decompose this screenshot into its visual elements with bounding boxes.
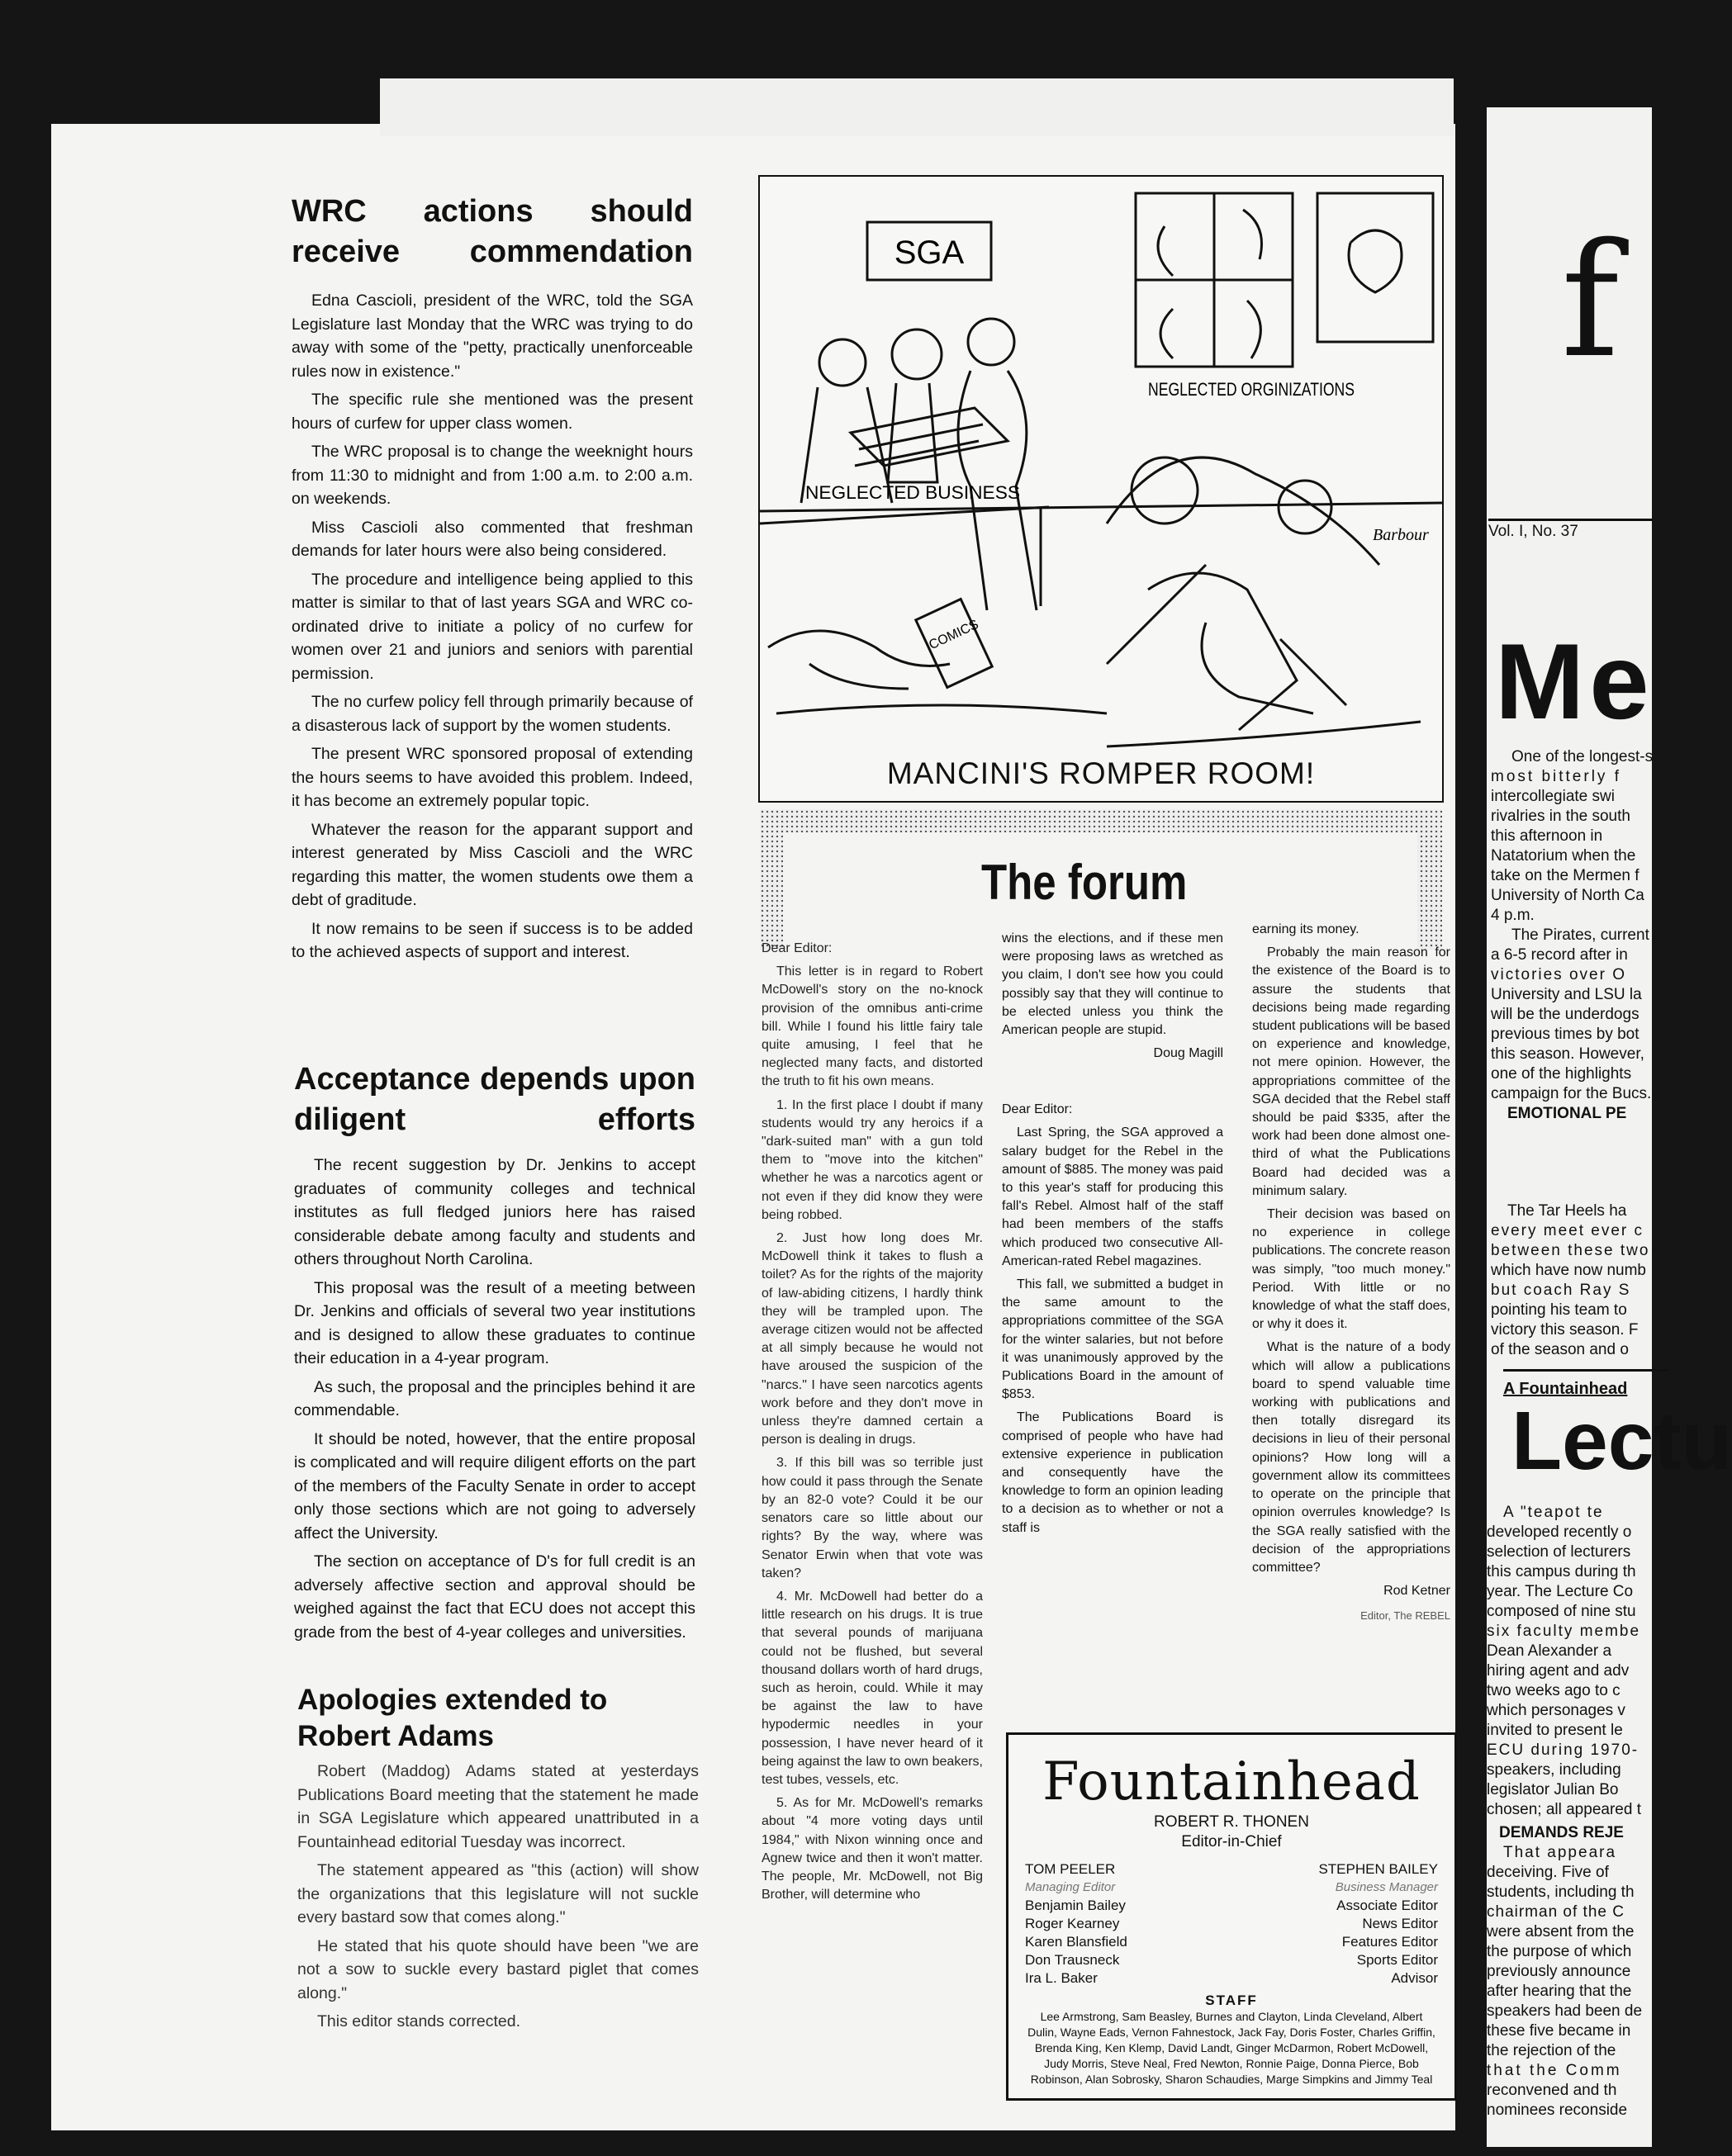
- floor-lines: [776, 705, 1421, 746]
- adjacent-line: two weeks ago to c: [1487, 1682, 1620, 1699]
- role-name: Karen Blansfield: [1025, 1934, 1127, 1950]
- letter-paragraph: 3. If this bill was so terrible just how could it pass through the Senate by an 82-0 vote? Could it be our senators care so little about our rights? By the way, where was Senator Erwin when that vote was taken?: [762, 1456, 983, 1580]
- adjacent-line: a 6-5 record after in: [1491, 946, 1628, 964]
- adjacent-line: this afternoon in: [1491, 827, 1603, 845]
- forum-title: The forum: [981, 855, 1188, 910]
- wall-frame: [1317, 193, 1433, 342]
- adjacent-line: one of the highlights: [1491, 1065, 1632, 1083]
- adjacent-line: year. The Lecture Co: [1487, 1583, 1634, 1600]
- article-paragraph: Edna Cascioli, president of the WRC, told the SGA Legislature last Monday that the WRC was trying to do away with some of the "petty, practically unenforceable rules now in existence.": [292, 291, 693, 381]
- forum-column-2: [1002, 930, 1223, 1542]
- figure-head-1: [819, 339, 866, 386]
- article-paragraph: Whatever the reason for the apparant support and interest generated by Miss Cascioli and the WRC regarding this matter, the women students owe them a debt of graditude.: [292, 820, 693, 909]
- adjacent-line: chairman of the C: [1487, 1903, 1625, 1921]
- editorial-column: [292, 192, 693, 969]
- figure-head-2: [892, 329, 942, 379]
- child-figure: [768, 631, 950, 689]
- adjacent-line: will be the underdogs: [1491, 1006, 1639, 1023]
- adjacent-line: deceiving. Five of: [1487, 1864, 1609, 1881]
- adjacent-line: 4 p.m.: [1491, 907, 1535, 924]
- masthead-role-row: [1008, 1897, 1454, 1915]
- article-paragraph: It now remains to be seen if success is to be added to the achieved aspects of support and interest.: [292, 919, 693, 961]
- article-wrc: [292, 289, 693, 964]
- article-paragraph: This editor stands corrected.: [317, 2012, 521, 2030]
- adjacent-line: previous times by bot: [1491, 1026, 1639, 1043]
- adjacent-line: A "teapot te: [1503, 1504, 1604, 1521]
- adjacent-line: nominees reconside: [1487, 2102, 1628, 2119]
- sga-sign-text: SGA: [894, 235, 965, 271]
- editorial-column-3: [297, 1682, 699, 2039]
- adjacent-line: pointing his team to: [1491, 1301, 1627, 1319]
- headline-wrc: WRC actions should receive commendation: [292, 194, 693, 269]
- editor-name: ROBERT R. THONEN: [1154, 1813, 1309, 1831]
- adjacent-line: but coach Ray S: [1491, 1282, 1631, 1299]
- role-name: Ira L. Baker: [1025, 1970, 1098, 1986]
- cartoon-caption: MANCINI'S ROMPER ROOM!: [886, 756, 1316, 790]
- adjacent-line: The Pirates, current: [1511, 926, 1649, 944]
- staff-names: Lee Armstrong, Sam Beasley, Burnes and Clayton, Linda Cleveland, Albert Dulin, Wayne Eads, Vernon Fahnestock, Jack Fay, Doris Foster, Charles Griffin, Brenda King, Ken Klemp, David Landt, Ginger McDarmon, Robert McDowell, Judy Morris, Steve Neal, Fred Newton, Ronnie Paige, Donna Pierce, Bob Robinson, Alan Sobrosky, Sharon Schaudies, Marge Simpkins and Jimmy Teal: [1027, 2010, 1435, 2086]
- role-title: News Editor: [1362, 1916, 1438, 1931]
- article-paragraph: The present WRC sponsored proposal of extending the hours seems to have avoided this problem. Indeed, it has become an extremely popular topic.: [292, 745, 693, 810]
- business-manager-title: Business Manager: [1335, 1880, 1438, 1894]
- letter-signature-title: Editor, The REBEL: [1360, 1609, 1450, 1623]
- managing-editor-title: Managing Editor: [1025, 1880, 1116, 1894]
- adjacent-line: composed of nine stu: [1487, 1603, 1636, 1620]
- editorial-cartoon: [758, 175, 1444, 803]
- adjacent-line: that the Comm: [1487, 2062, 1622, 2079]
- letter-paragraph: 5. As for Mr. McDowell's remarks about "4 more voting days until 1984," with Nixon winning once and Agnew twice and then it won't matter. The people, Mr. McDowell, not Big Brother, will determine who: [762, 1796, 983, 1902]
- adjacent-line: hiring agent and adv: [1487, 1662, 1630, 1680]
- masthead-role-row: [1008, 1933, 1454, 1951]
- article-paragraph: He stated that his quote should have been "we are not a sow to suckle every bastard piglet that comes along.": [297, 1936, 699, 2002]
- adjacent-line: every meet ever c: [1491, 1222, 1644, 1239]
- adjacent-line: these five became in: [1487, 2022, 1631, 2040]
- figure-body-2: [888, 383, 937, 482]
- adjacent-line: were absent from the: [1487, 1923, 1635, 1940]
- adjacent-page: [1487, 107, 1732, 2147]
- editorial-column-2: [294, 1059, 695, 1649]
- adjacent-line: between these two: [1491, 1242, 1650, 1259]
- desk: [760, 507, 1049, 606]
- adjacent-line: The Tar Heels ha: [1507, 1202, 1627, 1220]
- letter-paragraph: earning its money.: [1252, 922, 1360, 936]
- adjacent-line: this campus during th: [1487, 1563, 1636, 1580]
- adjacent-line: the purpose of which: [1487, 1943, 1632, 1960]
- letter-salutation: Dear Editor:: [762, 941, 833, 955]
- letter-paragraph: Their decision was based on no experience in college publications. The concrete reason was simply, "too much money." Period. With little or no knowledge of what the staff does, or why it does it.: [1252, 1207, 1450, 1332]
- adjacent-line: students, including th: [1487, 1884, 1635, 1901]
- adjacent-line: of the season and o: [1491, 1341, 1629, 1358]
- letter-signature: Rod Ketner: [1383, 1584, 1450, 1599]
- letter-signature: Doug Magill: [1153, 1046, 1223, 1061]
- adjacent-line: victory this season. F: [1491, 1321, 1639, 1339]
- adjacent-vol: Vol. I, No. 37: [1488, 519, 1654, 541]
- headline-acceptance: Acceptance depends upon diligent efforts: [294, 1062, 695, 1137]
- adjacent-line: the rejection of the: [1487, 2042, 1616, 2059]
- label-neglected-business: NEGLECTED BUSINESS: [805, 482, 1020, 503]
- forum-column-3: [1252, 921, 1450, 1632]
- headline-apologies: Apologies extended to Robert Adams: [297, 1684, 608, 1752]
- window-faces: [1158, 210, 1262, 358]
- adjacent-line: speakers, including: [1487, 1761, 1621, 1779]
- article-paragraph: As such, the proposal and the principles behind it are commendable.: [294, 1377, 695, 1419]
- managing-editor-name: TOM PEELER: [1025, 1861, 1116, 1877]
- adjacent-line: six faculty membe: [1487, 1623, 1641, 1640]
- letter-paragraph: 4. Mr. McDowell had better do a little research on his drugs. It is true that several pounds of marijuana could not be flushed, but several thousand dollars worth of hard drugs, such as heroin, could. While it may be against the law to have hypodermic needles in your possession, I have never heard of it being against the law to own beakers, test tubes, vessels, etc.: [762, 1589, 983, 1787]
- framed-face: [1349, 230, 1402, 292]
- letter-paragraph: Probably the main reason for the existence of the Board is to assure the students that decisions being made regarding student publications will be based on experience and knowledge, not mere opinion. However, the appropriations committee of the SGA decided that the Rebel staff should be paid $335, after the work had been done almost one-third of what the Publications Board had decided was a minimum salary.: [1252, 945, 1450, 1198]
- forum-column-1: [762, 940, 983, 1909]
- adjacent-line: reconvened and th: [1487, 2082, 1617, 2099]
- letter-salutation: Dear Editor:: [1002, 1102, 1073, 1117]
- page-top-edge: [380, 78, 1454, 136]
- letter-paragraph: This letter is in regard to Robert McDowell's story on the no-knock provision of the omnibus anti-crime bill. While I found his little fairy tale quite amusing, I feel that he neglected many facts, and distorted the truth to fit his own means.: [762, 964, 983, 1089]
- adjacent-line: victories over O: [1491, 966, 1626, 983]
- article-paragraph: The procedure and intelligence being applied to this matter is similar to that of last years SGA and WRC co-ordinated drive to initiate a policy of no curfew for women over 21 and juniors and seniors with parential permission.: [292, 570, 693, 683]
- masthead-title: Fountainhead: [1042, 1751, 1421, 1812]
- adjacent-line: rivalries in the south: [1491, 808, 1630, 825]
- label-comics: COMICS: [927, 617, 981, 653]
- article-acceptance: [294, 1154, 695, 1644]
- article-paragraph: This proposal was the result of a meeting between Dr. Jenkins and officials of several two year institutions and is designed to allow these graduates to continue their education in a 4-year program.: [294, 1278, 695, 1367]
- letter-paragraph: Last Spring, the SGA approved a salary budget for the Rebel in the amount of $885. The money was paid to this year's staff for producing this fall's Rebel. Almost half of the staff had been members of the staffs which produced two consecutive All-American-rated Rebel magazines.: [1002, 1125, 1223, 1268]
- article-paragraph: The WRC proposal is to change the weeknight hours from 11:30 to midnight and from 1:00 a.m. to 2:00 a.m. on weekends.: [292, 443, 693, 508]
- letter-paragraph: 2. Just how long does Mr. McDowell think it takes to flush a toilet? As for the rights of the majority of law-abiding citizens, I hardly think they will be trampled upon. The average citizen would not be affected at all simply because he would not have aroused the suspicion of the "narcs." I have seen narcotics agents work before and they don't move in unless they're damned certain a person is dealing in drugs.: [762, 1231, 983, 1448]
- adjacent-line: selection of lecturers: [1487, 1543, 1631, 1561]
- article-paragraph: Robert (Maddog) Adams stated at yesterdays Publications Board meeting that the statement he made in SGA Legislature which appeared unattributed in a Fountainhead editorial Tuesday was incorrect.: [297, 1762, 699, 1851]
- adjacent-subhead: DEMANDS REJE: [1499, 1824, 1624, 1841]
- figure-head-3: [968, 319, 1014, 365]
- adjacent-headline: Me: [1495, 621, 1654, 742]
- article-paragraph: The section on acceptance of D's for full credit is an adversely affective section and approval should be weighed against the fact that ECU does not accept this grade from the best of 4-year colleges and universities.: [294, 1552, 695, 1642]
- letter-paragraph: This fall, we submitted a budget in the same amount to the appropriations committee of the SGA for the winter salaries, but not before it was unanimously approved by the Publications Board in the amount of $853.: [1002, 1277, 1223, 1402]
- role-name: Benjamin Bailey: [1025, 1898, 1126, 1913]
- article-paragraph: The no curfew policy fell through primarily because of a disasterous lack of support by the women students.: [292, 693, 693, 735]
- masthead-box: [1006, 1732, 1457, 2101]
- adjacent-line: which have now numb: [1491, 1262, 1646, 1279]
- adjacent-line: intercollegiate swi: [1491, 788, 1615, 805]
- adjacent-line: invited to present le: [1487, 1722, 1623, 1739]
- staff-label: STAFF: [1205, 1993, 1258, 2008]
- article-paragraph: Miss Cascioli also commented that freshman demands for later hours were also being considered.: [292, 518, 693, 560]
- masthead-role-row: [1008, 1969, 1454, 1988]
- adjacent-text-a: [1491, 747, 1654, 1124]
- bent-over-figure: [1107, 457, 1379, 730]
- adjacent-line: take on the Mermen f: [1491, 867, 1639, 884]
- masthead-title-row: [1008, 1879, 1454, 1897]
- editor-title: Editor-in-Chief: [1181, 1833, 1282, 1850]
- masthead-role-row: [1008, 1951, 1454, 1969]
- adjacent-subhead: EMOTIONAL PE: [1507, 1105, 1627, 1122]
- adjacent-line: most bitterly f: [1491, 768, 1621, 785]
- masthead-head-row: [1008, 1860, 1454, 1879]
- letter-paragraph: What is the nature of a body which will allow a publications board to spend valuable time working with publications and then totally disregard its decisions in lieu of their personal opinions? How long will a government allow its committees to operate on the principle that opinion overrules knowledge? Is the SGA really satisfied with the decision of the appropriations committee?: [1252, 1340, 1450, 1575]
- role-title: Features Editor: [1341, 1934, 1438, 1950]
- adjacent-line: campaign for the Bucs.: [1491, 1085, 1652, 1102]
- masthead-role-row: [1008, 1915, 1454, 1933]
- adjacent-line: after hearing that the: [1487, 1983, 1632, 2000]
- adjacent-line: this season. However,: [1491, 1045, 1644, 1063]
- article-paragraph: The specific rule she mentioned was the present hours of curfew for upper class women.: [292, 391, 693, 433]
- adjacent-line: previously announce: [1487, 1963, 1631, 1980]
- adjacent-line: legislator Julian Bo: [1487, 1781, 1619, 1798]
- role-name: Roger Kearney: [1025, 1916, 1120, 1931]
- article-paragraph: It should be noted, however, that the entire proposal is complicated and will require diligent efforts on the part of the members of the Faculty Senate in order to accept only those sections which are not going to adversely affect the University.: [294, 1429, 695, 1542]
- adjacent-kicker: A Fountainhead: [1503, 1369, 1668, 1399]
- article-apologies: [297, 1760, 699, 2034]
- artist-signature: Barbour: [1373, 526, 1429, 544]
- letter-paragraph: The Publications Board is comprised of people who have had extensive experience in publication and consequently have the knowledge to form an opinion leading to a decision as to whether or not a staff is: [1002, 1410, 1223, 1535]
- adjacent-line: That appeara: [1503, 1844, 1617, 1861]
- letter-paragraph: wins the elections, and if these men were proposing laws as wretched as you claim, I don't see how you could possibly say that they will continue to be elected unless you think the American people are stupid.: [1002, 931, 1223, 1038]
- label-neglected-organizations: NEGLECTED ORGINIZATIONS: [1148, 379, 1355, 400]
- figure-head-5: [1279, 481, 1331, 533]
- adjacent-line: speakers had been de: [1487, 2002, 1643, 2020]
- adjacent-line: University of North Ca: [1491, 887, 1644, 904]
- adjacent-text-b: [1491, 1201, 1649, 1360]
- adjacent-line: Dean Alexander a: [1487, 1642, 1612, 1660]
- cartoon-drawing: [760, 177, 1442, 801]
- adjacent-flag: f: [1561, 210, 1620, 392]
- adjacent-line: which personages v: [1487, 1702, 1625, 1719]
- article-paragraph: The recent suggestion by Dr. Jenkins to accept graduates of community colleges and technical institutes as full fledged juniors here has raised considerable debate among faculty and students and others throughout North Carolina.: [294, 1156, 695, 1268]
- figure-legs: [1202, 623, 1313, 713]
- adjacent-line: ECU during 1970-: [1487, 1741, 1639, 1759]
- comic-book: [916, 599, 992, 688]
- role-title: Sports Editor: [1356, 1952, 1438, 1968]
- role-title: Associate Editor: [1336, 1898, 1438, 1913]
- article-paragraph: The statement appeared as "this (action) will show the organizations that this legislature will not suckle every bastard sow that comes along.": [297, 1861, 699, 1926]
- role-title: Advisor: [1391, 1970, 1438, 1986]
- adjacent-text-c: [1487, 1503, 1642, 2120]
- business-manager-name: STEPHEN BAILEY: [1318, 1861, 1438, 1877]
- role-name: Don Trausneck: [1025, 1952, 1120, 1968]
- letter-paragraph: 1. In the first place I doubt if many students would try any heroics if a "dark-suited man" with a gun told them to "move into the kitchen" whether he was a narcotics agent or not even if they did know they were being robbed.: [762, 1097, 983, 1222]
- adjacent-line: chosen; all appeared t: [1487, 1801, 1641, 1818]
- adjacent-line: One of the longest-s: [1511, 748, 1654, 765]
- adjacent-line: Natatorium when the: [1491, 847, 1636, 865]
- adjacent-headline-2: Lectu: [1511, 1395, 1732, 1487]
- adjacent-line: University and LSU la: [1491, 986, 1642, 1003]
- adjacent-line: developed recently o: [1487, 1523, 1632, 1541]
